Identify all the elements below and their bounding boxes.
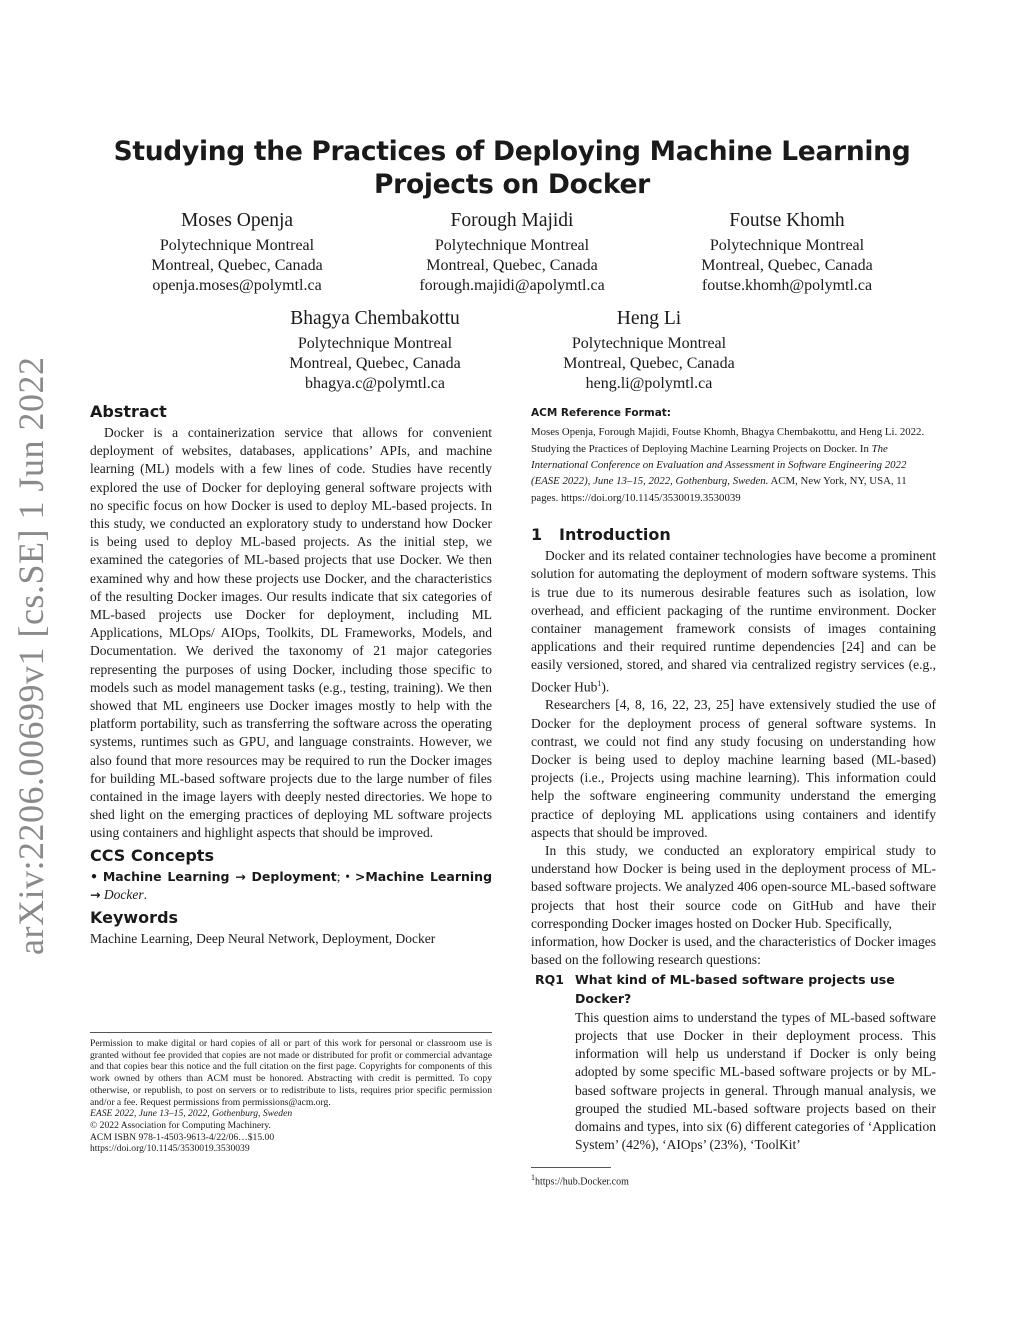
author-email: foutse.khomh@polymtl.ca [701,277,873,294]
rq-label: RQ1 [535,972,564,988]
author-location: Montreal, Quebec, Canada [151,257,323,274]
ccs-concept: >Machine Learning → [90,868,493,902]
author-affiliation: Polytechnique Montreal [297,335,453,352]
section-heading [531,525,936,545]
doi-link[interactable]: https://doi.org/10.1145/3530019.3530039 [90,1143,250,1155]
ccs-concept: Machine Learning → Deployment [102,868,337,884]
author-location: Montreal, Quebec, Canada [289,355,461,372]
ccs-concepts [90,868,492,904]
author-block [215,307,535,394]
ccs-separator: ; • [336,868,351,884]
paragraph-text: Docker and its related container technologies have become a prominent solution for automating the deployment of modern software systems. This is true due to its numerous desirable features such as isolation, low overhead, and efficient packaging of the runtime environment. Docker container management framework consists of images containing applications and their required runtime dependencies [24] and can be easily versioned, stored, and shared via centralized registry services (e.g., Docker Hub [531,548,936,695]
author-name: Heng Li [616,308,682,329]
author-affiliation: Polytechnique Montreal [434,237,590,254]
acm-ref-text [531,424,936,506]
ccs-concept-leaf: Docker [103,886,144,902]
acm-ref-part: ACM, New York, NY, USA, 11 pages. https://doi.org/10.1145/3530019.3530039 [531,475,907,504]
paragraph [531,547,936,696]
author-location: Montreal, Quebec, Canada [563,355,735,372]
isbn-line: ACM ISBN 978-1-4503-9613-4/22/06…$15.00 [90,1131,275,1143]
abstract-text: Docker is a containerization service that allows for convenient deployment of websites, databases, applications’ APIs, and machine learning (ML) models with a few lines of code. Studies have recently explored the use of Docker for deploying general software projects with no specific focus on how Docker is used to deploy ML-based projects. In this study, we conducted an exploratory study to understand how Docker is being used to deploy ML-based projects. As the initial step, we examined the categories of ML-based projects that use Docker. We then examined why and how these projects use Docker, and the characteristics of the resulting Docker images. Our results indicate that six categories of ML-based projects use Docker for deployment, including ML Applications, MLOps/ AIOps, Toolkits, DL Frameworks, Models, and Documentation. We derived the taxonomy of 21 major categories representing the purposes of using Docker, including those specific to models such as model management tasks (e.g., testing, training). We then showed that ML engineers use Docker images mostly to help with the platform portability, such as transferring the software across the operating systems, runtimes such as GPU, and language constraints. However, we also found that more resources may be required to run the Docker images for building ML-based software projects due to the large number of files contained in the image layers with deeply nested directories. We hope to shed light on the emerging practices of deploying ML software projects using containers and highlight aspects that should be improved. [90,425,492,841]
author-affiliation: Polytechnique Montreal [159,237,315,254]
author-name: Bhagya Chembakottu [290,308,460,329]
author-name: Moses Openja [180,210,294,231]
keywords-heading: Keywords [90,908,179,928]
right-column [531,404,936,1154]
author-email: heng.li@polymtl.ca [585,375,713,392]
author-affiliation: Polytechnique Montreal [709,237,865,254]
left-column [90,402,492,948]
author-email: bhagya.c@polymtl.ca [304,375,446,392]
author-name: Forough Majidi [450,210,574,231]
author-name: Foutse Khomh [729,210,845,231]
acm-ref-heading: ACM Reference Format: [531,407,671,419]
copyright-line: © 2022 Association for Computing Machinery. [90,1119,271,1131]
author-affiliation: Polytechnique Montreal [571,335,727,352]
permission-block [90,1032,492,1155]
ccs-end: . [143,886,147,902]
rq-question: What kind of ML-based software projects use Docker? [575,972,895,1006]
rq-text: This question aims to understand the types of ML-based software projects that use Docker in their deployment process. This information will help us understand if Docker is only being adopted by some specific ML-based software projects or by ML-based software projects in general. Through manual analysis, we grouped the studied ML-based software projects based on their domains and types, into six (6) different categories of ‘Application System’ (42%), ‘AIOps’ (23%), ‘ToolKit’ [575,1009,936,1153]
keywords-text: Machine Learning, Deep Neural Network, Deployment, Docker [90,931,436,947]
ccs-bullet: • [90,868,98,884]
research-question [531,971,936,1154]
paragraph-text: ). [601,679,610,695]
author-block [627,209,947,296]
arxiv-stamp: arXiv:2206.00699v1 [cs.SE] 1 Jun 2022 [11,356,51,955]
permission-text: Permission to make digital or hard copies of all or part of this work for personal or classroom use is granted without fee provided that copies are not made or distributed for profit or commercial advantage and that copies bear this notice and the full citation on the first page. Copyrights for components of this work owned by others than ACM must be honored. Abstracting with credit is permitted. To copy otherwise, or republish, to post on servers or to redistribute to lists, requires prior specific permission and/or a fee. Request permissions from permissions@acm.org. [90,1038,492,1108]
author-block [77,209,397,296]
footnote-mark: 1 [531,1173,535,1182]
footnote-link[interactable]: https://hub.Docker.com [535,1176,629,1188]
paragraph: Researchers [4, 8, 16, 22, 23, 25] have extensively studied the use of Docker for the deployment process of general software systems. In contrast, we could not find any study focusing on understanding how Docker is being used to deploy machine learning based (ML-based) projects (i.e., Projects using machine learning). This information could help the software engineering community understand the emerging practice of deploying ML applications using containers and identify aspects that should be improved. [531,697,936,840]
abstract-heading: Abstract [90,402,167,421]
author-block [489,307,809,394]
author-email: openja.moses@polymtl.ca [152,277,322,294]
footnote-rule [531,1167,611,1168]
author-location: Montreal, Quebec, Canada [426,257,598,274]
section-title: Introduction [559,525,671,545]
section-number: 1 [531,525,543,545]
ccs-heading: CCS Concepts [90,845,214,865]
paragraph: In this study, we conducted an exploratory empirical study to understand how Docker is being used in the deployment process of ML-based software projects. We analyzed 406 open-source ML-based software projects that host their source code on GitHub and have their corresponding Docker images hosted on Docker Hub. Specifically, [531,842,936,931]
acm-ref-part: Moses Openja, Forough Majidi, Foutse Khomh, Bhagya Chembakottu, and Heng Li. 2022. Studying the Practices of Deploying Machine Learning Projects on Docker. In [531,426,925,455]
footnote [531,1167,936,1188]
author-email: forough.majidi@apolymtl.ca [419,277,605,294]
rq-body [575,971,936,1154]
footnote-ref[interactable]: 1 [597,678,602,688]
acm-ref-venue: The International Conference on Evaluation and Assessment in Software Engineering 2022 (EASE 2022), June 13–15, 2022, Gothenburg, Sweden. [531,442,907,488]
paragraph: information, how Docker is used, and the characteristics of Docker images based on the following research questions: [531,934,936,968]
author-block [352,209,672,296]
paper-title: Studying the Practices of Deploying Machine Learning Projects on Docker [113,136,911,200]
venue-line: EASE 2022, June 13–15, 2022, Gothenburg, Sweden [90,1108,293,1120]
author-location: Montreal, Quebec, Canada [701,257,873,274]
